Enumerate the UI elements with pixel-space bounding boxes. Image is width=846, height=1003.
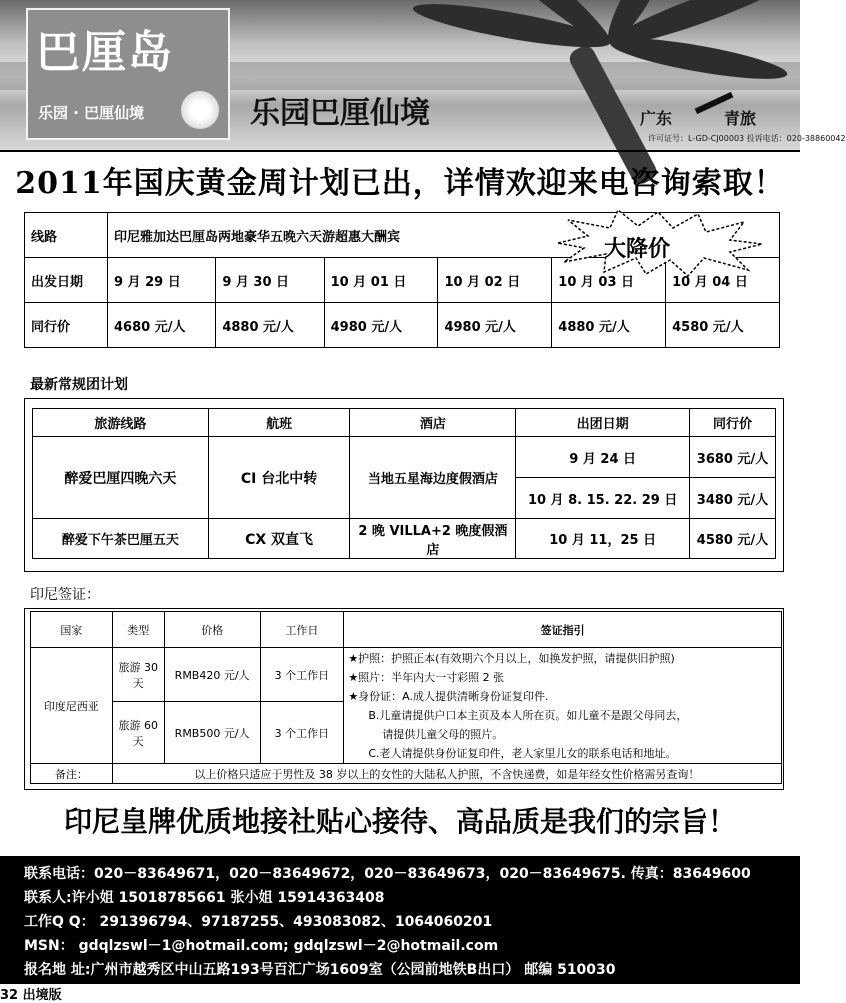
table-header-row [31, 612, 782, 648]
header-cell: 出团日期 [516, 409, 690, 437]
brand-region: 广东 [640, 109, 673, 128]
contact-panel [0, 856, 800, 984]
price-cell: 4980 元/人 [438, 303, 552, 348]
price-cell: 4580 元/人 [666, 303, 780, 348]
promo-label: 大降价 [604, 236, 671, 262]
header-cell: 签证指引 [344, 612, 782, 648]
table-row [31, 764, 782, 784]
guide-line: ★身份证：A.成人提供清晰身份证复印件. [348, 689, 549, 703]
date-cell: 10 月 8. 15. 22. 29 日 [516, 478, 690, 519]
table-row [31, 648, 782, 702]
logo [26, 8, 230, 140]
date-cell: 10 月 02 日 [438, 258, 552, 303]
price-cell: 3680 元/人 [690, 437, 776, 478]
visa-section-title: 印尼签证： [30, 587, 100, 603]
table-row [33, 437, 776, 478]
date-cell: 9 月 29 日 [108, 258, 216, 303]
type-cell: 旅游 60 天 [112, 702, 164, 764]
date-cell: 10 月 03 日 [552, 258, 666, 303]
header-cell: 同行价 [690, 409, 776, 437]
type-cell: 旅游 30 天 [112, 648, 164, 702]
banner-slogan: 乐园巴厘仙境 [250, 96, 430, 131]
contact-address: 报名地 址:广州市越秀区中山五路193号百汇广场1609室（公园前地铁B出口） 邮编 510030 [24, 962, 616, 978]
date-cell: 10 月 11，25 日 [516, 519, 690, 559]
date-label: 出发日期 [25, 258, 108, 303]
price-cell: 4880 元/人 [552, 303, 666, 348]
header-cell: 国家 [31, 612, 113, 648]
contact-qq: 工作Q Q： 291396794、97187255、493083082、1064060201 [24, 914, 493, 930]
flight-cell: CX 双直飞 [208, 519, 350, 559]
table-row [25, 303, 780, 348]
date-cell: 10 月 01 日 [324, 258, 438, 303]
flight-cell: CI 台北中转 [208, 437, 350, 519]
workday-cell: 3 个工作日 [260, 702, 344, 764]
price-cell: RMB500 元/人 [164, 702, 260, 764]
flower-icon [178, 88, 222, 132]
price-cell: 4880 元/人 [216, 303, 324, 348]
route-cell: 醉爱巴厘四晚六天 [33, 437, 209, 519]
date-cell: 9 月 24 日 [516, 437, 690, 478]
date-cell: 10 月 04 日 [666, 258, 780, 303]
visa-guide [344, 648, 782, 764]
contact-person: 联系人:许小姐 15018785661 张小姐 15914363408 [24, 890, 385, 906]
license-info: 许可证号：L-GD-CJ00003 投诉电话：020-38860042 [648, 134, 846, 143]
page-footer: 32 出境版 [0, 988, 62, 1003]
banner-divider [0, 150, 800, 152]
header-banner [0, 0, 846, 150]
header-cell: 酒店 [350, 409, 516, 437]
price-cell: 4580 元/人 [690, 519, 776, 559]
route-cell: 醉爱下午茶巴厘五天 [33, 519, 209, 559]
guide-line: ★照片：半年内大一寸彩照 2 张 [348, 670, 505, 684]
header-cell: 价格 [164, 612, 260, 648]
bottom-slogan: 印尼皇牌优质地接社贴心接待、高品质是我们的宗旨！ [63, 805, 736, 838]
table-row [33, 519, 776, 559]
country-cell: 印度尼西亚 [31, 648, 113, 764]
route-text: 印尼雅加达巴厘岛两地豪华五晚六天游超惠大酬宾 [114, 229, 401, 245]
price-cell: 4680 元/人 [108, 303, 216, 348]
brand-suffix: 青旅 [724, 109, 757, 128]
note-text: 以上价格只适应于男性及 38 岁以上的女性的大陆私人护照，不含快递费，如是年经女性价格需另查询！ [112, 764, 781, 784]
logo-text: 巴厘岛 [36, 27, 174, 78]
header-cell: 旅游线路 [33, 409, 209, 437]
regular-table [32, 408, 776, 559]
guide-line: ★护照：护照正本(有效期六个月以上，如换发护照，请提供旧护照) [348, 651, 675, 665]
header-cell: 工作日 [260, 612, 344, 648]
price-cell: RMB420 元/人 [164, 648, 260, 702]
guide-line: B.儿童请提供户口本主页及本人所在页。如儿童不是跟父母同去， [368, 708, 688, 722]
regular-section-title: 最新常规团计划 [30, 377, 128, 393]
hotel-cell: 当地五星海边度假酒店 [350, 437, 516, 519]
route-label: 线路 [25, 213, 108, 258]
price-label: 同行价 [25, 303, 108, 348]
date-cell: 9 月 30 日 [216, 258, 324, 303]
header-cell: 类型 [112, 612, 164, 648]
price-cell: 3480 元/人 [690, 478, 776, 519]
headline: 2011年国庆黄金周计划已出，详情欢迎来电咨询索取！ [15, 166, 785, 201]
header-cell: 航班 [208, 409, 350, 437]
logo-subtext: 乐园 · 巴厘仙境 [38, 104, 145, 122]
workday-cell: 3 个工作日 [260, 648, 344, 702]
contact-msn: MSN： gdqlzswl－1@hotmail.com; gdqlzswl－2@hotmail.com [24, 938, 499, 954]
hotel-cell: 2 晚 VILLA+2 晚度假酒店 [350, 519, 516, 559]
guide-line: C.老人请提供身份证复印件，老人家里儿女的联系电话和地址。 [368, 746, 677, 760]
price-cell: 4980 元/人 [324, 303, 438, 348]
contact-phone: 联系电话：020－83649671，020－83649672，020－83649673，020－83649675. 传真：83649600 [24, 866, 751, 882]
guide-line: 请提供儿童父母的照片。 [382, 727, 504, 741]
visa-table [30, 611, 782, 784]
note-label: 备注： [31, 764, 113, 784]
table-header-row [33, 409, 776, 437]
